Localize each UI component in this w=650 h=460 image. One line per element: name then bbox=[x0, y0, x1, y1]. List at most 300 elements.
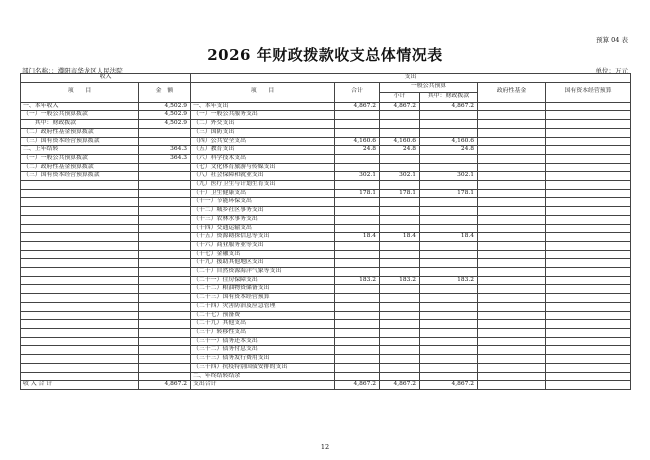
gov-fund-header: 政府性基金 bbox=[478, 82, 546, 102]
income-amount-cell bbox=[139, 215, 191, 224]
income-item-cell bbox=[21, 294, 139, 303]
income-item-cell bbox=[21, 233, 139, 242]
income-amount-cell: 4,502.9 bbox=[139, 111, 191, 120]
table-row bbox=[21, 181, 631, 190]
gov-fund-cell bbox=[478, 285, 546, 294]
expenditure-item-cell: （四）公共安全支出 bbox=[191, 137, 335, 146]
income-amount-cell bbox=[139, 276, 191, 285]
expenditure-item-cell: （二十七）预备费 bbox=[191, 311, 335, 320]
income-amount-cell bbox=[139, 207, 191, 216]
table-row bbox=[21, 241, 631, 250]
subtotal-cell bbox=[380, 355, 420, 364]
income-item-cell bbox=[21, 328, 139, 337]
state-capital-cell bbox=[546, 128, 631, 137]
income-item-cell bbox=[21, 189, 139, 198]
total-cell: 18.4 bbox=[335, 233, 380, 242]
total-row bbox=[21, 381, 631, 390]
state-capital-cell bbox=[546, 276, 631, 285]
table-row bbox=[21, 146, 631, 155]
state-capital-cell bbox=[546, 102, 631, 111]
income-item-cell: （二）政府性基金预算拨款 bbox=[21, 163, 139, 172]
income-item-cell bbox=[21, 355, 139, 364]
gov-fund-cell bbox=[478, 215, 546, 224]
fiscal-allocation-cell bbox=[420, 328, 478, 337]
gov-fund-cell bbox=[478, 320, 546, 329]
fiscal-allocation-cell bbox=[420, 120, 478, 129]
table-row bbox=[21, 355, 631, 364]
expenditure-item-cell: （二）外交支出 bbox=[191, 120, 335, 129]
gov-fund-cell bbox=[478, 355, 546, 364]
subtotal-cell bbox=[380, 163, 420, 172]
table-row bbox=[21, 268, 631, 277]
fiscal-allocation-cell bbox=[420, 311, 478, 320]
table-row bbox=[21, 302, 631, 311]
income-amount-cell bbox=[139, 198, 191, 207]
subtotal-cell bbox=[380, 128, 420, 137]
income-header: 收入 bbox=[21, 74, 191, 83]
fiscal-allocation-cell bbox=[420, 320, 478, 329]
income-amount-cell: 364.3 bbox=[139, 154, 191, 163]
gov-fund-cell bbox=[478, 311, 546, 320]
subtotal-cell: 183.2 bbox=[380, 276, 420, 285]
budget-table bbox=[20, 73, 631, 390]
income-item-cell bbox=[21, 268, 139, 277]
state-capital-cell bbox=[546, 311, 631, 320]
income-item-cell bbox=[21, 311, 139, 320]
income-item-cell: 一、本年收入 bbox=[21, 102, 139, 111]
table-row bbox=[21, 250, 631, 259]
total-cell bbox=[335, 285, 380, 294]
fiscal-allocation-cell: 24.8 bbox=[420, 146, 478, 155]
total-cell bbox=[335, 163, 380, 172]
fiscal-allocation-cell: 178.1 bbox=[420, 189, 478, 198]
state-capital-cell bbox=[546, 381, 631, 390]
fiscal-allocation-cell bbox=[420, 181, 478, 190]
gov-fund-cell bbox=[478, 111, 546, 120]
state-capital-cell bbox=[546, 320, 631, 329]
expenditure-item-cell: （六）科学技术支出 bbox=[191, 154, 335, 163]
expenditure-item-cell: （二十）自然资源海洋气象等支出 bbox=[191, 268, 335, 277]
table-row bbox=[21, 111, 631, 120]
total-header: 合计 bbox=[335, 82, 380, 102]
income-amount-cell bbox=[139, 163, 191, 172]
expenditure-item-cell: 二、年终结转结余 bbox=[191, 372, 335, 381]
gov-fund-cell bbox=[478, 328, 546, 337]
general-budget-header: 一般公共预算 bbox=[380, 82, 478, 92]
income-item-cell bbox=[21, 215, 139, 224]
department-name: 部门名称：：濮阳市华龙区人民法院 bbox=[22, 67, 123, 75]
income-item-cell bbox=[21, 276, 139, 285]
gov-fund-cell bbox=[478, 146, 546, 155]
subtotal-cell bbox=[380, 111, 420, 120]
state-capital-cell bbox=[546, 207, 631, 216]
income-amount-cell bbox=[139, 189, 191, 198]
table-row bbox=[21, 137, 631, 146]
total-cell bbox=[335, 320, 380, 329]
table-row bbox=[21, 163, 631, 172]
income-item-cell bbox=[21, 181, 139, 190]
state-capital-cell bbox=[546, 111, 631, 120]
gov-fund-cell bbox=[478, 154, 546, 163]
expenditure-item-cell: 支出合计 bbox=[191, 381, 335, 390]
table-row bbox=[21, 276, 631, 285]
expenditure-item-cell: （十五）资源勘探信息等支出 bbox=[191, 233, 335, 242]
total-cell bbox=[335, 268, 380, 277]
subtotal-cell: 4,160.6 bbox=[380, 137, 420, 146]
income-item-cell: （三）国有资本经营预算拨款 bbox=[21, 137, 139, 146]
gov-fund-cell bbox=[478, 207, 546, 216]
fiscal-allocation-cell: 4,867.2 bbox=[420, 102, 478, 111]
income-amount-cell bbox=[139, 128, 191, 137]
expenditure-item-cell: （三十二）债务付息支出 bbox=[191, 346, 335, 355]
subtotal-cell bbox=[380, 328, 420, 337]
table-row bbox=[21, 207, 631, 216]
income-amount-cell bbox=[139, 372, 191, 381]
state-capital-cell bbox=[546, 198, 631, 207]
table-row bbox=[21, 337, 631, 346]
total-cell bbox=[335, 328, 380, 337]
total-cell bbox=[335, 120, 380, 129]
subtotal-cell bbox=[380, 224, 420, 233]
expenditure-item-cell: （十四）交通运输支出 bbox=[191, 224, 335, 233]
gov-fund-cell bbox=[478, 241, 546, 250]
subtotal-header: 小计 bbox=[380, 92, 420, 102]
fiscal-allocation-cell bbox=[420, 268, 478, 277]
income-item-cell: 收 入 合 计 bbox=[21, 381, 139, 390]
expenditure-item-cell: （十）卫生健康支出 bbox=[191, 189, 335, 198]
table-row bbox=[21, 224, 631, 233]
gov-fund-cell bbox=[478, 128, 546, 137]
income-amount-cell: 364.3 bbox=[139, 146, 191, 155]
fiscal-allocation-cell bbox=[420, 337, 478, 346]
expenditure-item-cell: （二十一）住房保障支出 bbox=[191, 276, 335, 285]
subtotal-cell bbox=[380, 346, 420, 355]
subtotal-cell bbox=[380, 294, 420, 303]
state-capital-cell bbox=[546, 363, 631, 372]
gov-fund-cell bbox=[478, 172, 546, 181]
income-amount-cell bbox=[139, 172, 191, 181]
subtotal-cell: 178.1 bbox=[380, 189, 420, 198]
expenditure-item-header: 项 目 bbox=[191, 82, 335, 102]
expenditure-item-cell: （三十四）抗疫特别国债安排的支出 bbox=[191, 363, 335, 372]
fiscal-allocation-cell bbox=[420, 355, 478, 364]
table-row bbox=[21, 311, 631, 320]
income-amount-cell bbox=[139, 320, 191, 329]
income-amount-cell bbox=[139, 328, 191, 337]
state-capital-cell bbox=[546, 372, 631, 381]
subtotal-cell bbox=[380, 363, 420, 372]
state-capital-cell bbox=[546, 120, 631, 129]
state-capital-header: 国有资本经营预算 bbox=[546, 82, 631, 102]
gov-fund-cell bbox=[478, 337, 546, 346]
expenditure-item-cell: （二十四）灾害防治及应急管理 bbox=[191, 302, 335, 311]
of-which-header: 其中：财政拨款 bbox=[420, 92, 478, 102]
total-cell bbox=[335, 215, 380, 224]
income-item-cell bbox=[21, 346, 139, 355]
table-row bbox=[21, 363, 631, 372]
table-row bbox=[21, 259, 631, 268]
total-cell: 24.8 bbox=[335, 146, 380, 155]
subtotal-cell: 4,867.2 bbox=[380, 381, 420, 390]
form-number: 预算 04 表 bbox=[596, 36, 628, 44]
amount-header: 金 额 bbox=[139, 82, 191, 102]
table-row bbox=[21, 128, 631, 137]
state-capital-cell bbox=[546, 189, 631, 198]
fiscal-allocation-cell bbox=[420, 128, 478, 137]
expenditure-item-cell: （十二）城乡社区事务支出 bbox=[191, 207, 335, 216]
subtotal-cell bbox=[380, 181, 420, 190]
income-amount-cell bbox=[139, 294, 191, 303]
table-row bbox=[21, 102, 631, 111]
income-item-cell bbox=[21, 337, 139, 346]
subtotal-cell: 24.8 bbox=[380, 146, 420, 155]
income-amount-cell bbox=[139, 233, 191, 242]
fiscal-allocation-cell bbox=[420, 302, 478, 311]
subtotal-cell bbox=[380, 372, 420, 381]
fiscal-allocation-cell bbox=[420, 163, 478, 172]
expenditure-item-cell: （三十一）债务还本支出 bbox=[191, 337, 335, 346]
gov-fund-cell bbox=[478, 302, 546, 311]
subtotal-cell: 4,867.2 bbox=[380, 102, 420, 111]
fiscal-allocation-cell: 4,867.2 bbox=[420, 381, 478, 390]
subtotal-cell bbox=[380, 241, 420, 250]
gov-fund-cell bbox=[478, 181, 546, 190]
state-capital-cell bbox=[546, 355, 631, 364]
total-cell: 178.1 bbox=[335, 189, 380, 198]
income-item-cell bbox=[21, 250, 139, 259]
income-amount-cell bbox=[139, 268, 191, 277]
fiscal-allocation-cell: 18.4 bbox=[420, 233, 478, 242]
income-item-header: 项 目 bbox=[21, 82, 139, 102]
gov-fund-cell bbox=[478, 259, 546, 268]
state-capital-cell bbox=[546, 181, 631, 190]
fiscal-allocation-cell bbox=[420, 363, 478, 372]
subtotal-cell: 302.1 bbox=[380, 172, 420, 181]
expenditure-item-cell: （十七）金融支出 bbox=[191, 250, 335, 259]
income-item-cell: 二、上年结转 bbox=[21, 146, 139, 155]
table-row bbox=[21, 172, 631, 181]
gov-fund-cell bbox=[478, 120, 546, 129]
state-capital-cell bbox=[546, 241, 631, 250]
fiscal-allocation-cell bbox=[420, 372, 478, 381]
table-row bbox=[21, 189, 631, 198]
income-item-cell bbox=[21, 207, 139, 216]
table-row bbox=[21, 198, 631, 207]
income-amount-cell bbox=[139, 363, 191, 372]
state-capital-cell bbox=[546, 215, 631, 224]
expenditure-item-cell: （十三）农林水事务支出 bbox=[191, 215, 335, 224]
total-cell bbox=[335, 224, 380, 233]
fiscal-allocation-cell bbox=[420, 224, 478, 233]
expenditure-item-cell: （三）国防支出 bbox=[191, 128, 335, 137]
income-item-cell: （一）一般公共预算拨款 bbox=[21, 154, 139, 163]
total-cell bbox=[335, 294, 380, 303]
state-capital-cell bbox=[546, 294, 631, 303]
total-cell bbox=[335, 346, 380, 355]
expenditure-item-cell: （九）医疗卫生与计划生育支出 bbox=[191, 181, 335, 190]
state-capital-cell bbox=[546, 172, 631, 181]
income-item-cell bbox=[21, 363, 139, 372]
subtotal-cell bbox=[380, 320, 420, 329]
total-cell bbox=[335, 111, 380, 120]
expenditure-header: 支出 bbox=[191, 74, 631, 83]
gov-fund-cell bbox=[478, 102, 546, 111]
subtotal-cell bbox=[380, 198, 420, 207]
income-amount-cell bbox=[139, 137, 191, 146]
gov-fund-cell bbox=[478, 381, 546, 390]
table-row bbox=[21, 372, 631, 381]
total-cell bbox=[335, 355, 380, 364]
subtotal-cell bbox=[380, 207, 420, 216]
state-capital-cell bbox=[546, 302, 631, 311]
total-cell: 302.1 bbox=[335, 172, 380, 181]
income-amount-cell bbox=[139, 250, 191, 259]
state-capital-cell bbox=[546, 268, 631, 277]
table-row bbox=[21, 285, 631, 294]
state-capital-cell bbox=[546, 346, 631, 355]
fiscal-allocation-cell bbox=[420, 250, 478, 259]
total-cell bbox=[335, 128, 380, 137]
income-amount-cell: 4,502.9 bbox=[139, 120, 191, 129]
expenditure-item-cell: （二十三）国有资本经营预算 bbox=[191, 294, 335, 303]
state-capital-cell bbox=[546, 154, 631, 163]
gov-fund-cell bbox=[478, 372, 546, 381]
total-cell bbox=[335, 311, 380, 320]
total-cell: 4,867.2 bbox=[335, 102, 380, 111]
state-capital-cell bbox=[546, 259, 631, 268]
state-capital-cell bbox=[546, 146, 631, 155]
state-capital-cell bbox=[546, 233, 631, 242]
table-row bbox=[21, 215, 631, 224]
total-cell bbox=[335, 207, 380, 216]
total-cell bbox=[335, 302, 380, 311]
income-item-cell: （一）一般公共预算拨款 bbox=[21, 111, 139, 120]
fiscal-allocation-cell bbox=[420, 285, 478, 294]
table-row bbox=[21, 320, 631, 329]
fiscal-allocation-cell bbox=[420, 154, 478, 163]
expenditure-item-cell: （三十三）债务发行费用支出 bbox=[191, 355, 335, 364]
subtotal-cell: 18.4 bbox=[380, 233, 420, 242]
income-amount-cell: 4,502.9 bbox=[139, 102, 191, 111]
income-item-cell bbox=[21, 372, 139, 381]
income-amount-cell bbox=[139, 259, 191, 268]
gov-fund-cell bbox=[478, 346, 546, 355]
fiscal-allocation-cell bbox=[420, 346, 478, 355]
income-amount-cell bbox=[139, 224, 191, 233]
gov-fund-cell bbox=[478, 163, 546, 172]
total-cell bbox=[335, 372, 380, 381]
total-cell bbox=[335, 198, 380, 207]
income-item-cell bbox=[21, 302, 139, 311]
fiscal-allocation-cell bbox=[420, 294, 478, 303]
income-item-cell bbox=[21, 259, 139, 268]
fiscal-allocation-cell bbox=[420, 198, 478, 207]
fiscal-allocation-cell bbox=[420, 111, 478, 120]
fiscal-allocation-cell bbox=[420, 259, 478, 268]
gov-fund-cell bbox=[478, 294, 546, 303]
fiscal-allocation-cell bbox=[420, 215, 478, 224]
income-item-cell bbox=[21, 320, 139, 329]
total-cell: 4,160.6 bbox=[335, 137, 380, 146]
expenditure-item-cell: （十六）商业服务业等支出 bbox=[191, 241, 335, 250]
subtotal-cell bbox=[380, 154, 420, 163]
table-row bbox=[21, 120, 631, 129]
total-cell: 4,867.2 bbox=[335, 381, 380, 390]
expenditure-item-cell: 一、本年支出 bbox=[191, 102, 335, 111]
income-item-cell bbox=[21, 285, 139, 294]
page-number: 12 bbox=[320, 443, 330, 451]
income-amount-cell bbox=[139, 181, 191, 190]
fiscal-allocation-cell bbox=[420, 207, 478, 216]
total-cell bbox=[335, 259, 380, 268]
income-amount-cell bbox=[139, 346, 191, 355]
subtotal-cell bbox=[380, 337, 420, 346]
subtotal-cell bbox=[380, 259, 420, 268]
subtotal-cell bbox=[380, 285, 420, 294]
table-row bbox=[21, 328, 631, 337]
total-cell bbox=[335, 337, 380, 346]
state-capital-cell bbox=[546, 337, 631, 346]
gov-fund-cell bbox=[478, 224, 546, 233]
subtotal-cell bbox=[380, 250, 420, 259]
state-capital-cell bbox=[546, 224, 631, 233]
subtotal-cell bbox=[380, 311, 420, 320]
expenditure-item-cell: （八）社会保障和就业支出 bbox=[191, 172, 335, 181]
income-item-cell: （三）国有资本经营预算拨款 bbox=[21, 172, 139, 181]
unit-label: 单位：万元 bbox=[595, 67, 628, 75]
income-amount-cell bbox=[139, 241, 191, 250]
income-item-cell: 其中：财政拨款 bbox=[21, 120, 139, 129]
income-item-cell bbox=[21, 224, 139, 233]
total-cell bbox=[335, 250, 380, 259]
total-cell bbox=[335, 181, 380, 190]
gov-fund-cell bbox=[478, 198, 546, 207]
subtotal-cell bbox=[380, 215, 420, 224]
state-capital-cell bbox=[546, 163, 631, 172]
total-cell bbox=[335, 363, 380, 372]
income-item-cell bbox=[21, 241, 139, 250]
gov-fund-cell bbox=[478, 137, 546, 146]
subtotal-cell bbox=[380, 302, 420, 311]
subtotal-cell bbox=[380, 120, 420, 129]
expenditure-item-cell: （三十）转移性支出 bbox=[191, 328, 335, 337]
table-row bbox=[21, 233, 631, 242]
expenditure-item-cell: （一）一般公共服务支出 bbox=[191, 111, 335, 120]
total-cell: 183.2 bbox=[335, 276, 380, 285]
expenditure-item-cell: （二十九）其他支出 bbox=[191, 320, 335, 329]
state-capital-cell bbox=[546, 137, 631, 146]
gov-fund-cell bbox=[478, 276, 546, 285]
expenditure-item-cell: （五）教育支出 bbox=[191, 146, 335, 155]
expenditure-item-cell: （十九）援助其他地区支出 bbox=[191, 259, 335, 268]
expenditure-item-cell: （十一）节能环保支出 bbox=[191, 198, 335, 207]
gov-fund-cell bbox=[478, 189, 546, 198]
table-row bbox=[21, 294, 631, 303]
income-amount-cell: 4,867.2 bbox=[139, 381, 191, 390]
gov-fund-cell bbox=[478, 250, 546, 259]
state-capital-cell bbox=[546, 285, 631, 294]
subtotal-cell bbox=[380, 268, 420, 277]
income-item-cell bbox=[21, 198, 139, 207]
gov-fund-cell bbox=[478, 268, 546, 277]
gov-fund-cell bbox=[478, 233, 546, 242]
table-row bbox=[21, 346, 631, 355]
state-capital-cell bbox=[546, 328, 631, 337]
gov-fund-cell bbox=[478, 363, 546, 372]
fiscal-allocation-cell: 183.2 bbox=[420, 276, 478, 285]
income-amount-cell bbox=[139, 337, 191, 346]
income-amount-cell bbox=[139, 355, 191, 364]
